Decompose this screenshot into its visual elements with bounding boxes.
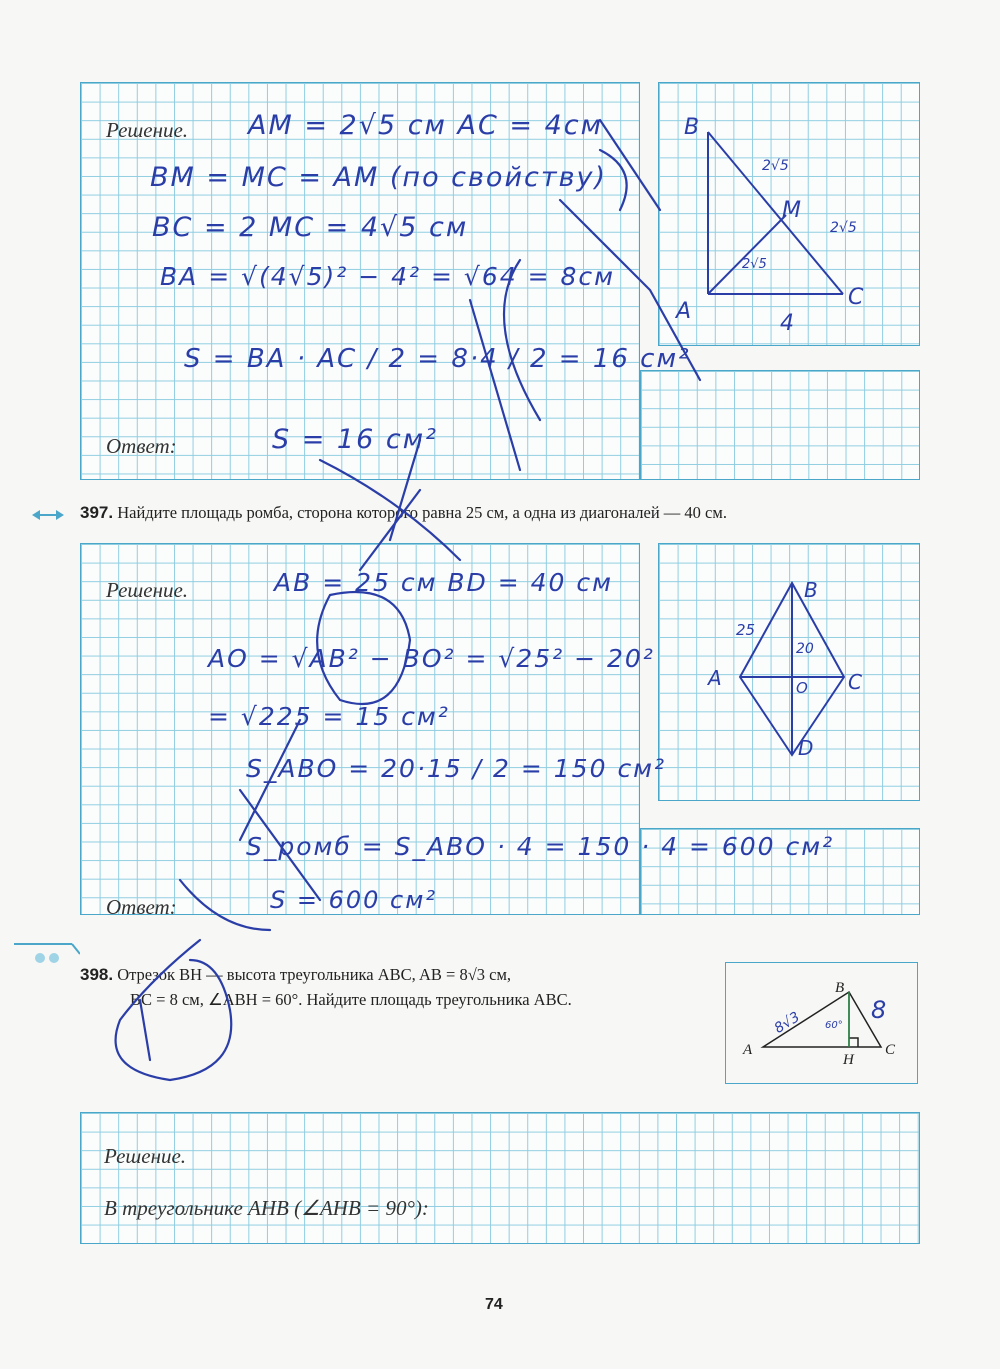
decoration-dots-icon (14, 940, 80, 970)
task-text-398-2: BC = 8 см, ∠ABH = 60°. Найдите площадь треугольника ABC. (130, 990, 572, 1009)
solution-label-398: Решение. (104, 1144, 187, 1168)
page-number: 74 (485, 1296, 503, 1313)
fig397-label-o: O (796, 679, 808, 697)
fig398-label-angle: 60° (825, 1020, 843, 1031)
hw-answer-396: S = 16 см² (272, 424, 438, 455)
fig397-label-a: A (708, 666, 722, 690)
fig398-label-b: B (835, 980, 845, 996)
triangle-figure-396 (658, 82, 920, 346)
answer-label-397: Ответ: (106, 895, 177, 919)
fig397-label-d: D (798, 736, 814, 760)
fig398-label-ab: 8√3 (771, 1009, 803, 1037)
fig396-label-bm: 2√5 (762, 158, 789, 174)
hw-line-396-3: BC = 2 MC = 4√5 см (152, 212, 469, 243)
hw-line-397-4: S_ABO = 20·15 / 2 = 150 см² (246, 754, 667, 783)
fig396-label-a: A (676, 299, 692, 324)
fig398-label-bc: 8 (871, 996, 887, 1024)
triangle-figure-398 (725, 962, 918, 1084)
hw-line-397-2: AO = √AB² − BO² = √25² − 20² (208, 644, 655, 673)
fig396-label-mc: 2√5 (830, 220, 857, 236)
fig396-label-c: C (848, 285, 864, 310)
hw-line-396-2: BM = MC = AM (по свойству) (150, 162, 607, 193)
task-number-398: 398. (80, 965, 114, 984)
task-397 (80, 503, 727, 523)
task-text-397: Найдите площадь ромба, сторона которого равна 25 см, а одна из диагоналей — 40 см. (117, 503, 727, 522)
fig397-label-c: C (848, 670, 862, 694)
task-text-398-1: Отрезок BH — высота треугольника ABC, AB = 8√3 см, (117, 965, 512, 984)
solution-grid-396-tail (640, 370, 920, 480)
rhombus-figure-397 (658, 543, 920, 801)
solution-label-397: Решение. (106, 578, 189, 602)
hw-line-396-1: AM = 2√5 см AC = 4см (248, 110, 603, 141)
fig397-label-ab: 25 (736, 621, 756, 639)
hw-line-397-5: S_ромб = S_ABO · 4 = 150 · 4 = 600 см² (246, 832, 835, 861)
solution-label-396: Решение. (106, 118, 189, 142)
arrow-icon (32, 508, 64, 522)
task-398 (80, 962, 572, 1012)
hw-line-396-5: S = BA · AC / 2 = 8·4 / 2 = 16 см² (184, 344, 691, 374)
hw-line-397-1: AB = 25 см BD = 40 см (274, 568, 614, 597)
fig397-label-b: B (804, 578, 818, 602)
fig396-label-ac: 4 (780, 311, 794, 336)
hw-answer-397: S = 600 см² (270, 886, 437, 914)
hw-line-397-3: = √225 = 15 см² (208, 702, 450, 731)
fig398-label-c: C (885, 1042, 896, 1058)
fig397-label-bo: 20 (796, 641, 814, 657)
fig396-label-m: M (782, 198, 801, 223)
triangle-label-398: В треугольнике AHB (∠AHB = 90°): (104, 1196, 429, 1220)
hw-line-396-4: BA = √(4√5)² − 4² = √64 = 8см (160, 262, 615, 291)
fig398-label-h: H (843, 1052, 854, 1068)
fig396-label-b: B (684, 115, 700, 140)
fig396-label-am: 2√5 (742, 257, 767, 272)
answer-label-396: Ответ: (106, 434, 177, 458)
task-number-397: 397. (80, 503, 114, 522)
solution-grid-398 (80, 1112, 920, 1244)
fig398-label-a: A (743, 1042, 753, 1058)
